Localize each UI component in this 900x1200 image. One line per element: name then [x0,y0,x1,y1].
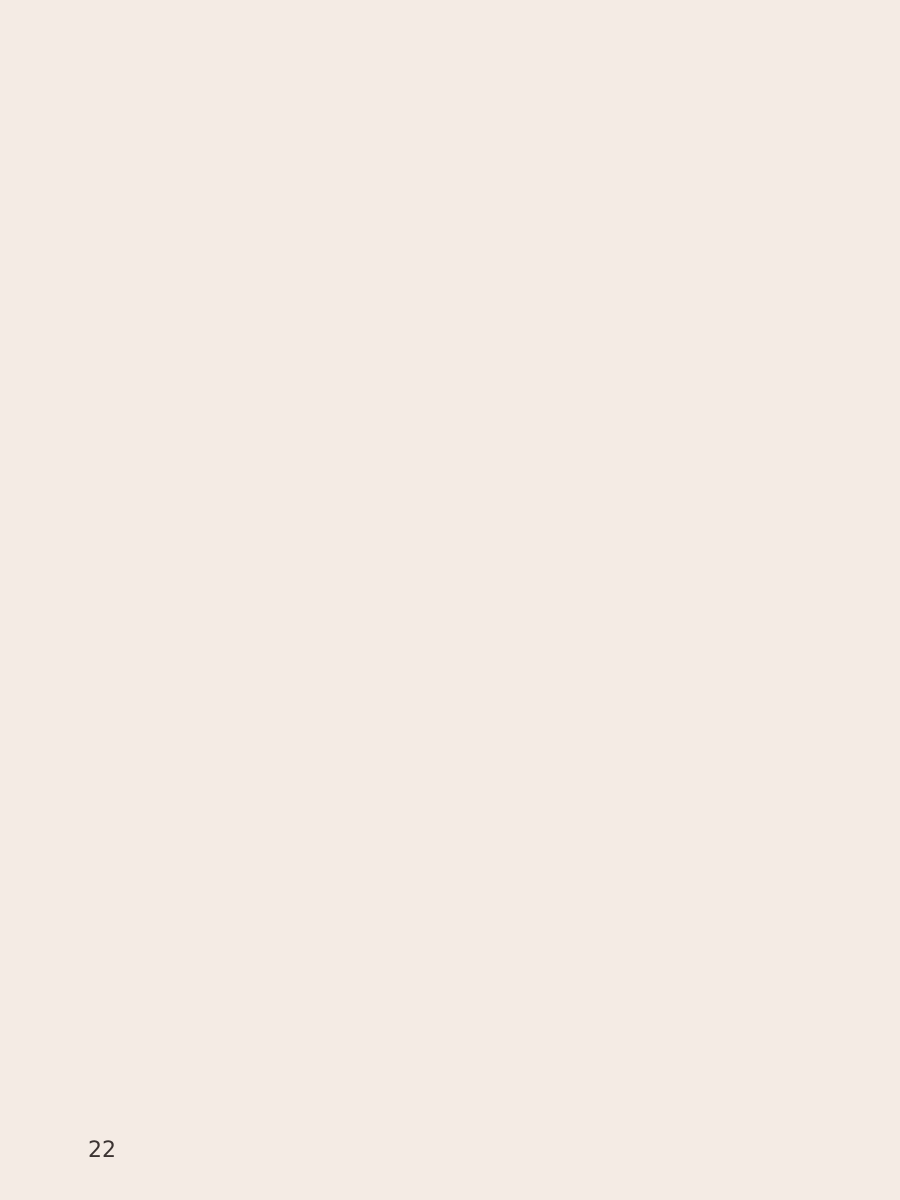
page-number: 22 [88,1138,116,1163]
